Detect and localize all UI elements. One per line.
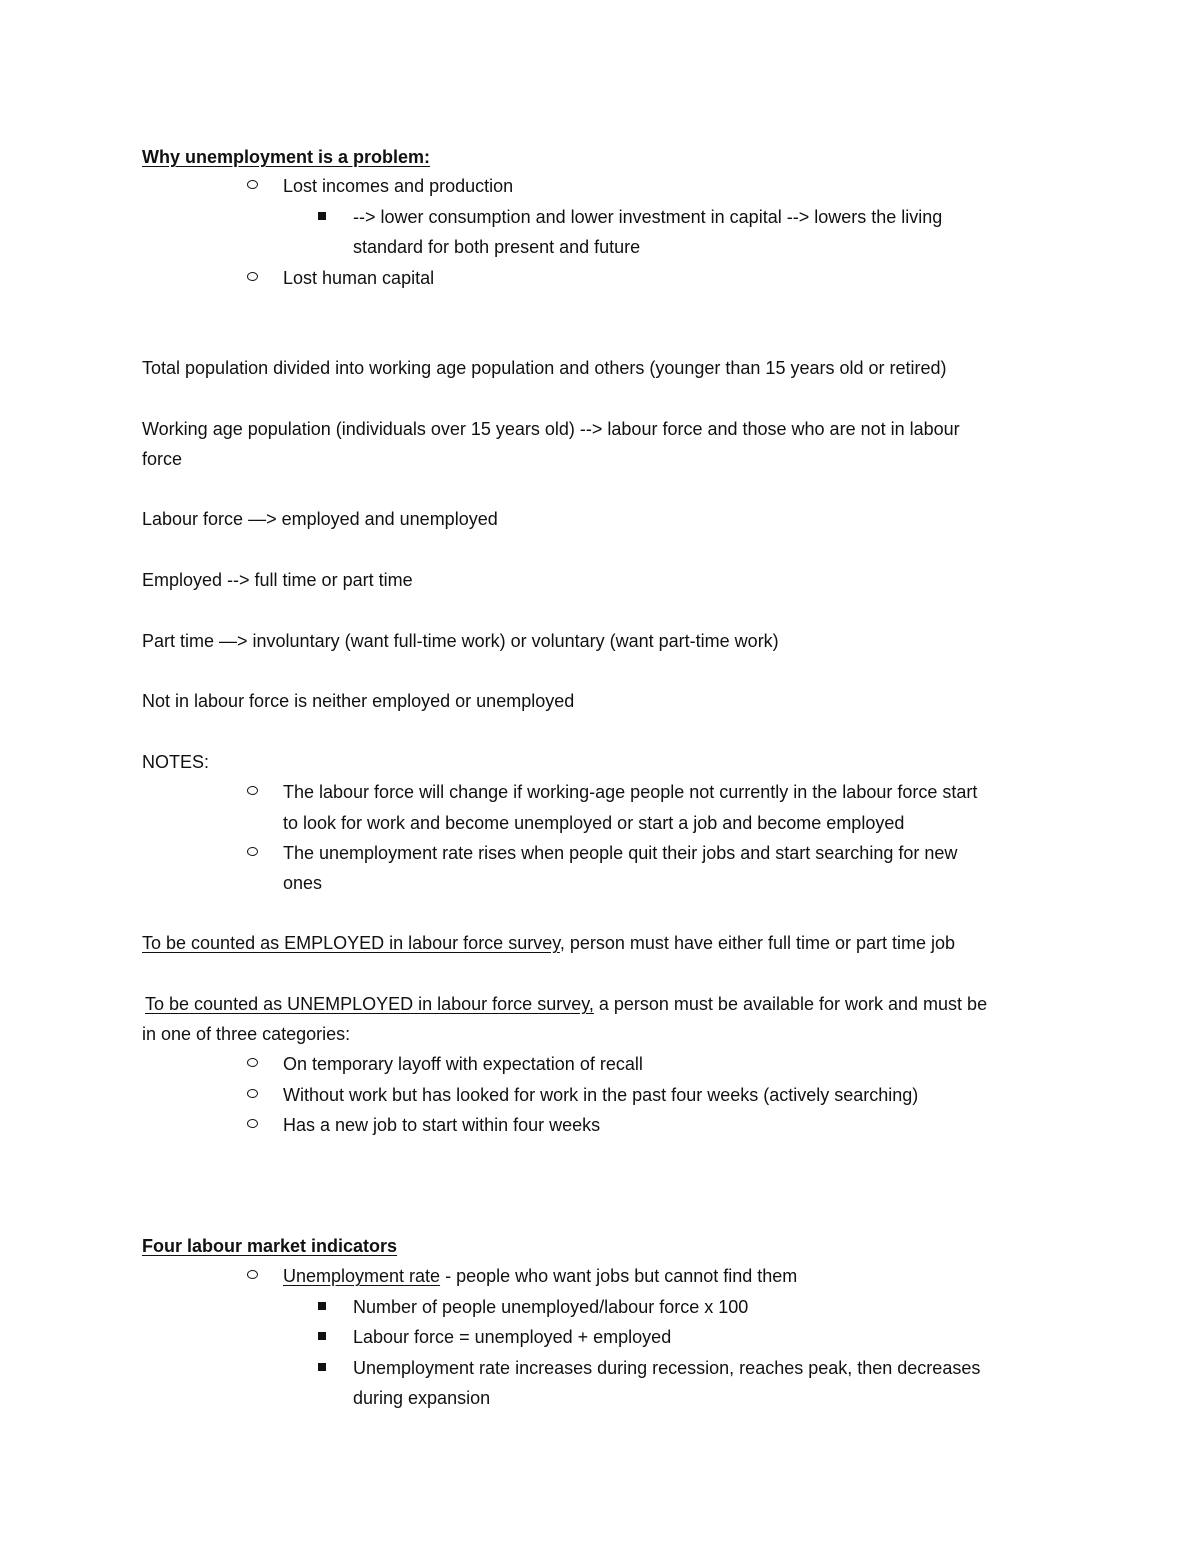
- note1-line1: The labour force will change if working-age people not currently in the labour force start: [283, 782, 978, 802]
- unemployment-rate-description: - people who want jobs but cannot find them: [440, 1266, 798, 1286]
- category-new-job: Has a new job to start within four weeks: [283, 1115, 601, 1135]
- square-bullet-icon: [318, 206, 326, 228]
- bullet-lost-human-capital: Lost human capital: [283, 268, 435, 288]
- category-temporary-layoff: On temporary layoff with expectation of recall: [283, 1054, 643, 1074]
- subbullet-rate-cycle-line1: Unemployment rate increases during recession, reaches peak, then decreases: [353, 1358, 981, 1378]
- indicator-unemployment-rate: [283, 1265, 797, 1287]
- heading-four-indicators: Four labour market indicators: [142, 1236, 398, 1256]
- para-not-in-labour-force: Not in labour force is neither employed or unemployed: [142, 691, 575, 711]
- para-unemployed-definition-line2: in one of three categories:: [142, 1024, 351, 1044]
- notes-label: NOTES:: [142, 752, 210, 772]
- para-employed: Employed --> full time or part time: [142, 570, 413, 590]
- hollow-bullet-icon: [247, 1084, 258, 1106]
- note1-line2: to look for work and become unemployed or start a job and become employed: [283, 813, 905, 833]
- subbullet-consequence-line2: standard for both present and future: [353, 237, 641, 257]
- employed-definition-underlined: To be counted as EMPLOYED in labour force survey: [142, 933, 560, 953]
- hollow-bullet-icon: [247, 781, 258, 803]
- square-bullet-icon: [318, 1296, 326, 1318]
- hollow-bullet-icon: [247, 1114, 258, 1136]
- square-bullet-icon: [318, 1326, 326, 1348]
- employed-definition-rest: , person must have either full time or part time job: [559, 933, 956, 953]
- para-part-time: Part time —> involuntary (want full-time work) or voluntary (want part-time work): [142, 631, 779, 651]
- para-total-population: Total population divided into working age population and others (younger than 15 years old or retired): [142, 358, 947, 378]
- hollow-bullet-icon: [247, 1265, 258, 1287]
- subbullet-rate-cycle-line2: during expansion: [353, 1388, 491, 1408]
- subbullet-labour-force-formula: Labour force = unemployed + employed: [353, 1327, 672, 1347]
- subbullet-rate-formula: Number of people unemployed/labour force x 100: [353, 1297, 749, 1317]
- hollow-bullet-icon: [247, 842, 258, 864]
- hollow-bullet-icon: [247, 267, 258, 289]
- para-working-age-line2: force: [142, 449, 183, 469]
- square-bullet-icon: [318, 1357, 326, 1379]
- category-actively-searching: Without work but has looked for work in the past four weeks (actively searching): [283, 1085, 919, 1105]
- bullet-lost-incomes: Lost incomes and production: [283, 176, 514, 196]
- hollow-bullet-icon: [247, 1053, 258, 1075]
- note2-line2: ones: [283, 873, 323, 893]
- unemployment-rate-label: Unemployment rate: [283, 1266, 441, 1286]
- para-labour-force: Labour force —> employed and unemployed: [142, 509, 498, 529]
- subbullet-consequence-line1: --> lower consumption and lower investment in capital --> lowers the living: [353, 207, 943, 227]
- unemployed-definition-underlined: To be counted as UNEMPLOYED in labour force survey,: [145, 994, 594, 1014]
- para-unemployed-definition-line1: [145, 993, 987, 1015]
- unemployed-definition-rest: a person must be available for work and must be: [593, 994, 988, 1014]
- para-working-age-line1: Working age population (individuals over 15 years old) --> labour force and those who are not in labour: [142, 419, 960, 439]
- hollow-bullet-icon: [247, 175, 258, 197]
- para-employed-definition: [142, 932, 955, 954]
- heading-why-unemployment: Why unemployment is a problem:: [142, 147, 431, 167]
- note2-line1: The unemployment rate rises when people quit their jobs and start searching for new: [283, 843, 958, 863]
